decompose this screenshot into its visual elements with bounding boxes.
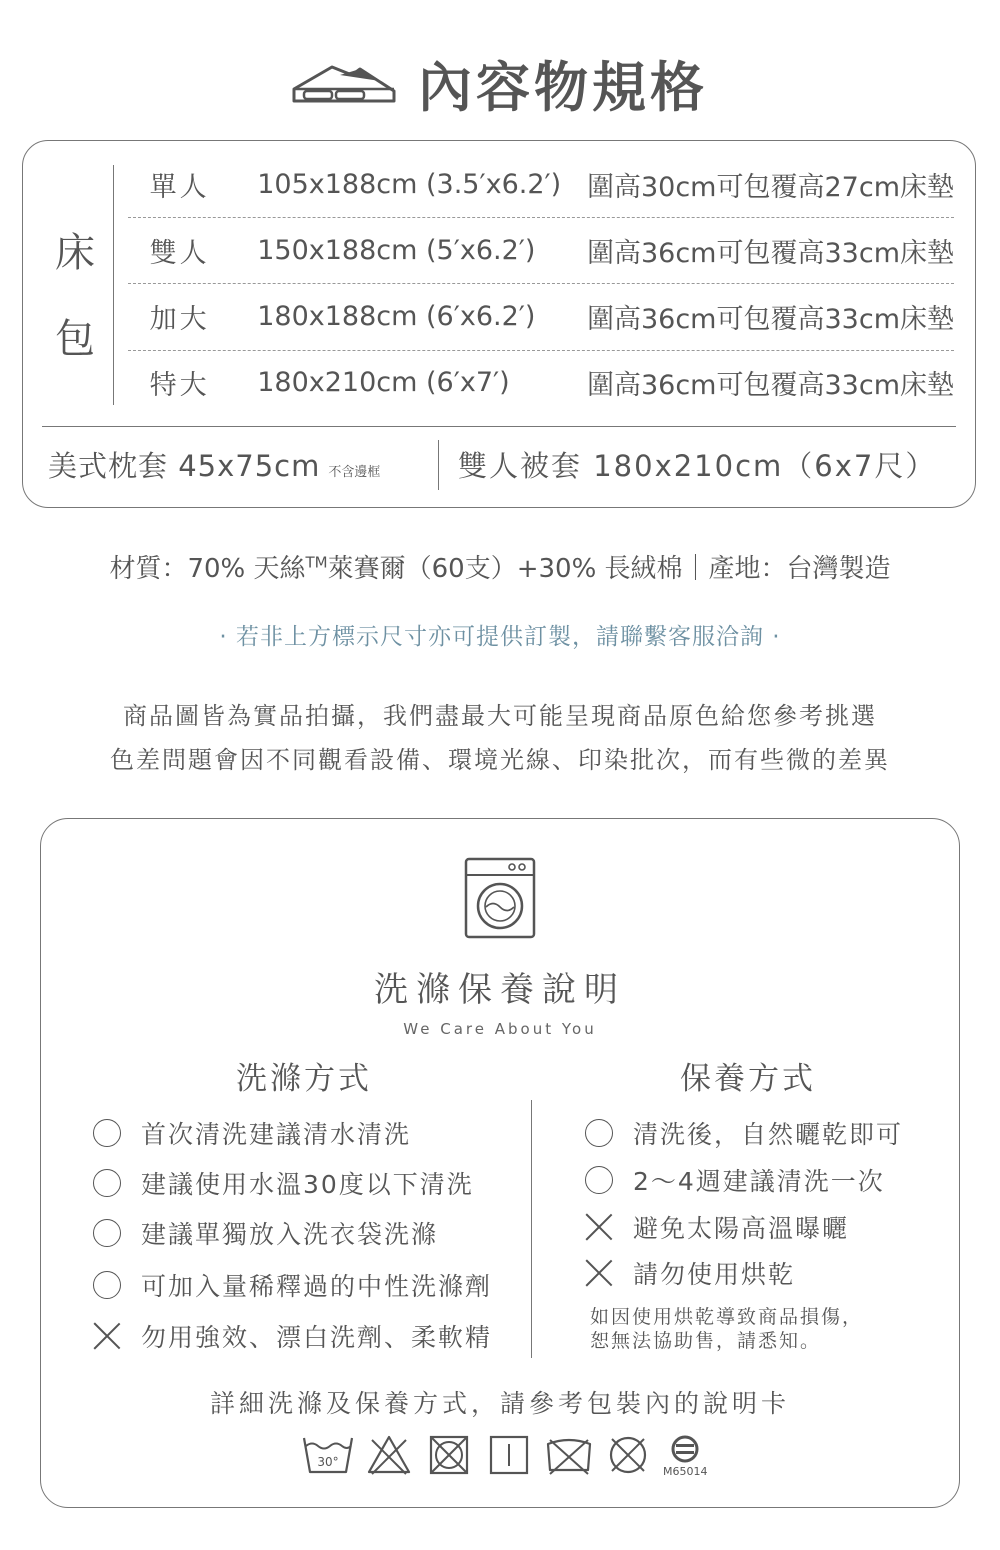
allowed-circle-icon: [93, 1119, 121, 1147]
size-note: 圍高36cm可包覆高33cm床墊: [586, 237, 954, 269]
maintenance-item-text: 請勿使用烘乾: [633, 1260, 796, 1289]
allowed-circle-icon: [585, 1166, 613, 1194]
size-row: [128, 283, 954, 349]
no-tumble-dry-icon: [428, 1434, 470, 1476]
certification-mark-icon: [670, 1434, 700, 1464]
care-title: 洗滌保養說明: [374, 970, 626, 1010]
no-bleach-icon: [366, 1434, 412, 1476]
prohibited-cross-icon: [585, 1213, 613, 1241]
divider: [531, 1100, 532, 1358]
washing-item: [93, 1115, 411, 1151]
washing-item: [93, 1318, 492, 1354]
custom-order-note: · 若非上方標示尺寸亦可提供訂製，請聯繫客服洽詢 ·: [219, 624, 781, 650]
prohibited-cross-icon: [585, 1259, 613, 1287]
header: [0, 48, 1000, 118]
pillowcase-spec: [48, 444, 380, 490]
dryer-warning: 如因使用烘乾導致商品損傷，: [590, 1306, 864, 1328]
maintenance-item-text: 清洗後，自然曬乾即可: [633, 1120, 904, 1149]
maintenance-item-text: 2～4週建議清洗一次: [633, 1167, 885, 1196]
size-dimensions: 180x188cm (6′x6.2′): [257, 300, 536, 332]
prohibited-cross-icon: [93, 1322, 121, 1350]
maintenance-title: 保養方式: [680, 1061, 816, 1097]
maintenance-item-text: 避免太陽高溫曝曬: [633, 1214, 850, 1243]
size-name: 雙人: [149, 237, 210, 269]
line-dry-icon: [488, 1434, 530, 1476]
no-dry-clean-icon: [606, 1434, 650, 1476]
material-prefix: 材質：70% 天絲: [109, 554, 306, 584]
certification-code: M65014: [663, 1465, 708, 1478]
divider: [438, 440, 439, 490]
allowed-circle-icon: [93, 1169, 121, 1197]
wash-30-icon: [302, 1434, 354, 1476]
washing-item-text: 建議使用水溫30度以下清洗: [141, 1170, 474, 1199]
disclaimer-line: 商品圖皆為實品拍攝，我們盡最大可能呈現商品原色給您參考挑選: [123, 702, 877, 730]
maintenance-item: [585, 1255, 795, 1291]
maintenance-item: [585, 1209, 849, 1245]
washing-item: [93, 1267, 492, 1303]
washing-item-text: 建議單獨放入洗衣袋洗滌: [141, 1220, 439, 1249]
size-dimensions: 105x188cm (3.5′x6.2′): [257, 168, 562, 200]
disclaimer-line: 色差問題會因不同觀看設備、環境光線、印染批次，而有些微的差異: [110, 746, 890, 774]
size-name: 單人: [149, 171, 210, 203]
bed-pack-label: [45, 210, 105, 382]
allowed-circle-icon: [93, 1271, 121, 1299]
allowed-circle-icon: [93, 1219, 121, 1247]
size-name: 加大: [149, 303, 210, 335]
washing-item-text: 首次清洗建議清水清洗: [141, 1120, 412, 1149]
material-suffix: 萊賽爾（60支）+30% 長絨棉｜產地：台灣製造: [327, 554, 891, 584]
size-row: [128, 349, 954, 415]
allowed-circle-icon: [585, 1119, 613, 1147]
washing-item: [93, 1215, 438, 1251]
no-wring-icon: [544, 1434, 594, 1476]
bed-pack-label-char: 床: [55, 230, 95, 276]
bed-outline-icon: [292, 61, 396, 105]
maintenance-item: [585, 1162, 885, 1198]
duvet-spec: 雙人被套 180x210cm（6x7尺）: [458, 449, 937, 483]
detail-note: 詳細洗滌及保養方式，請參考包裝內的說明卡: [209, 1389, 790, 1418]
size-note: 圍高36cm可包覆高33cm床墊: [586, 303, 954, 335]
divider: [42, 426, 956, 427]
washing-item: [93, 1165, 474, 1201]
dryer-warning: 恕無法協助售，請悉知。: [590, 1330, 822, 1352]
size-name: 特大: [149, 369, 210, 401]
divider: [113, 165, 114, 405]
bed-pack-label-char: 包: [55, 316, 95, 362]
size-note: 圍高36cm可包覆高33cm床墊: [586, 369, 954, 401]
trademark: TM: [305, 553, 328, 572]
wash-temp-label: 30°: [317, 1455, 339, 1469]
maintenance-item: [585, 1115, 903, 1151]
size-note: 圍高30cm可包覆高27cm床墊: [586, 171, 954, 203]
size-row: [128, 217, 954, 283]
pillowcase-note: 不含邊框: [328, 465, 381, 480]
pillowcase-text: 美式枕套 45x75cm: [48, 449, 321, 483]
size-dimensions: 180x210cm (6′x7′): [257, 366, 510, 398]
washing-item-text: 可加入量稀釋過的中性洗滌劑: [141, 1272, 493, 1301]
material-line: [0, 548, 1000, 585]
size-row: [128, 151, 954, 217]
page-title: 內容物規格: [418, 55, 708, 119]
care-subtitle: We Care About You: [403, 1020, 597, 1038]
washing-machine-icon: [464, 857, 536, 939]
size-dimensions: 150x188cm (5′x6.2′): [257, 234, 536, 266]
washing-item-text: 勿用強效、漂白洗劑、柔軟精: [141, 1323, 493, 1352]
washing-title: 洗滌方式: [236, 1061, 372, 1097]
